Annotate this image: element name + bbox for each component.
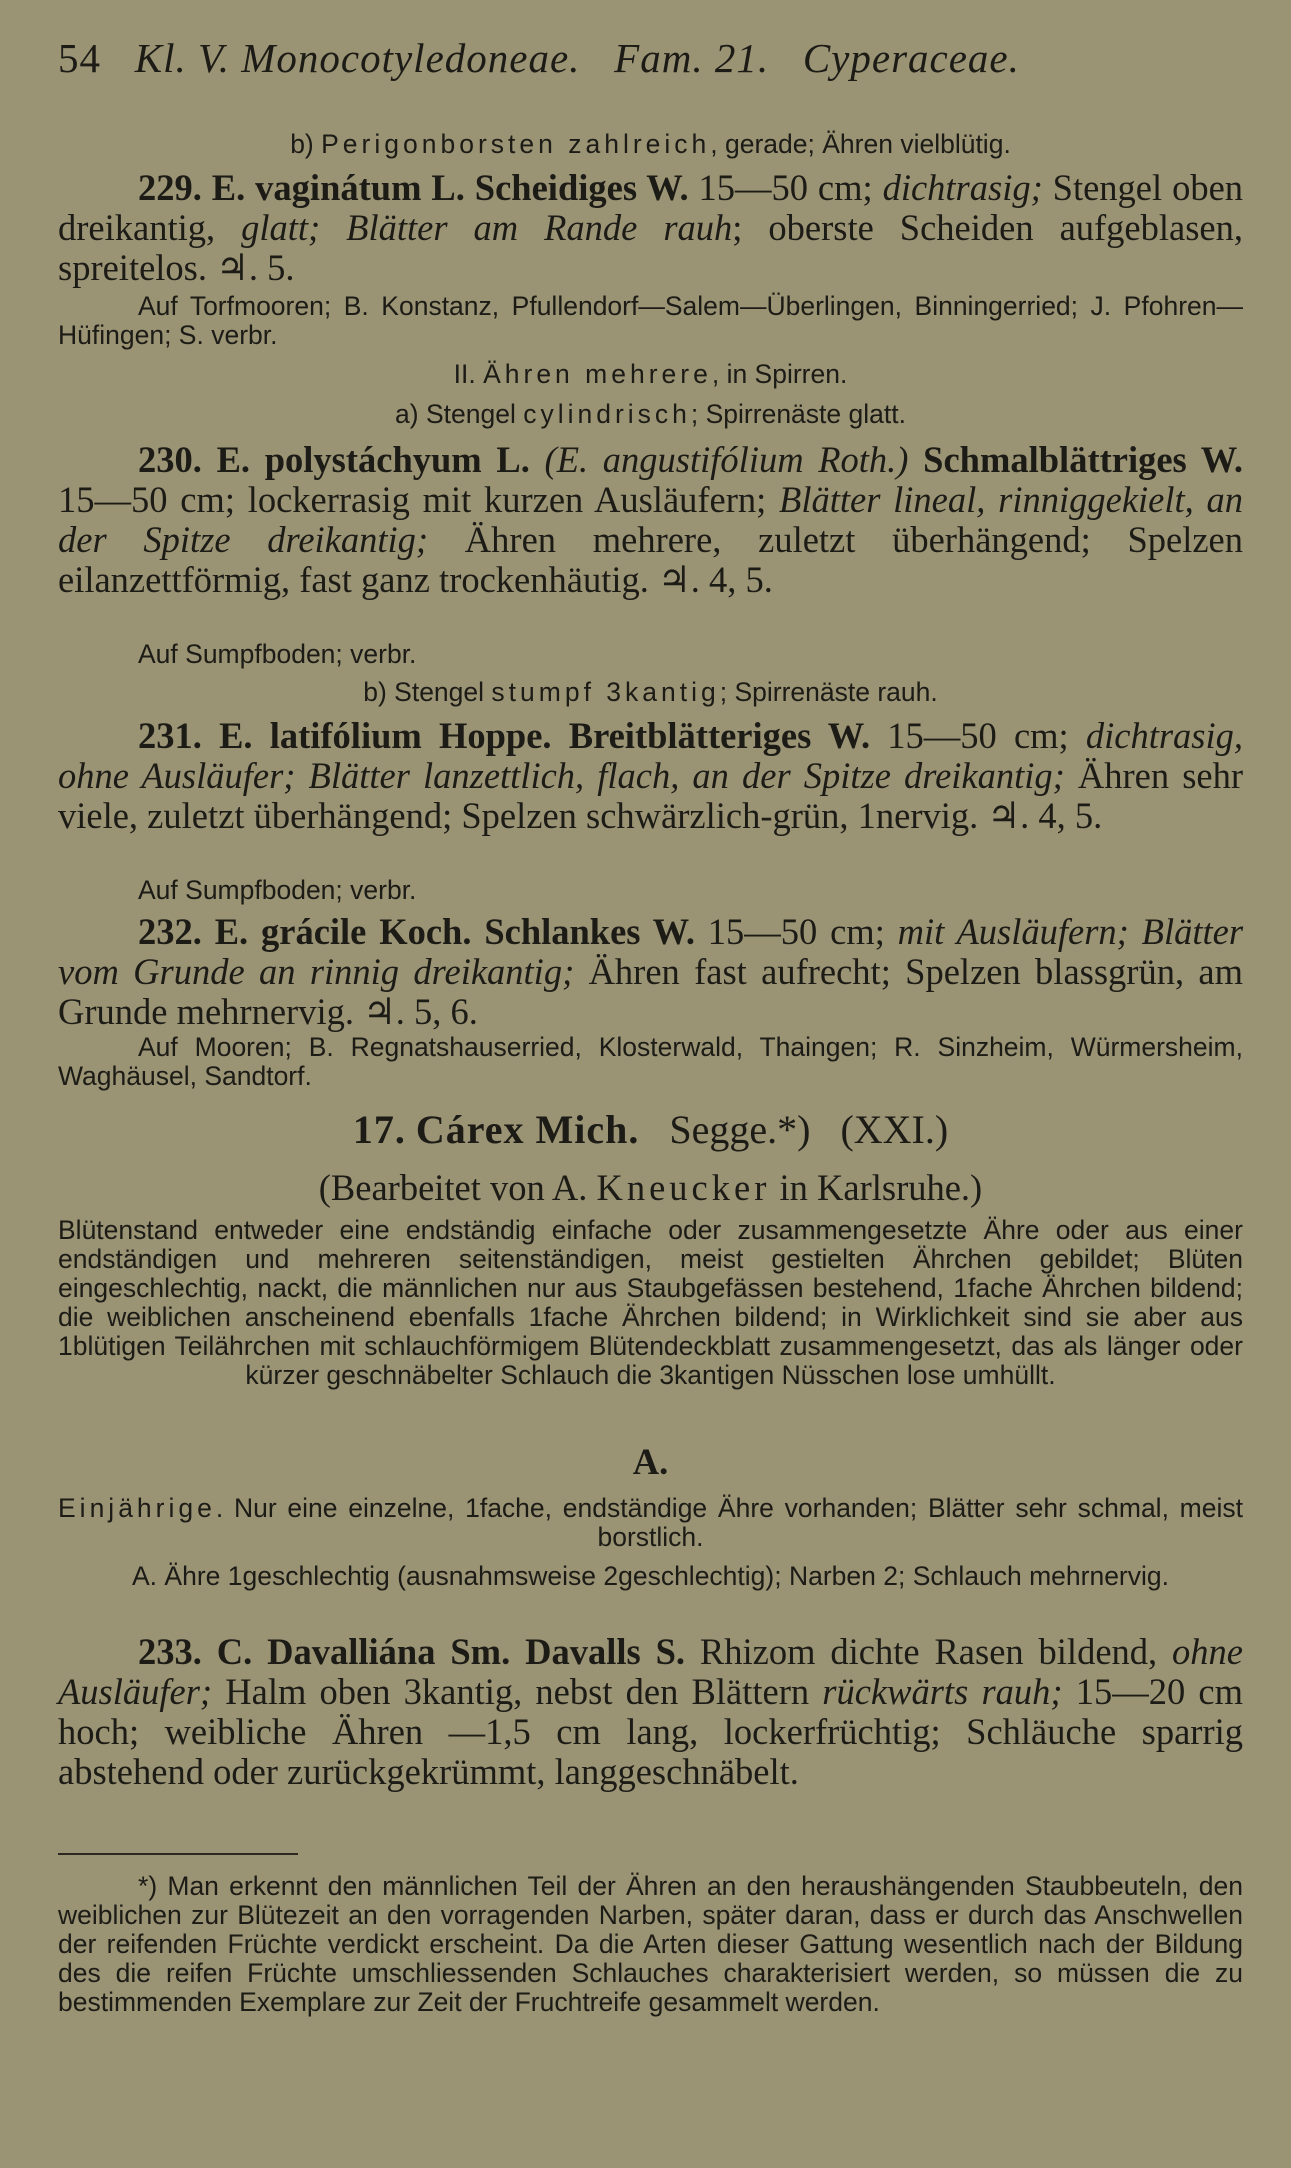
genus-description: Blütenstand entweder eine endständig einfache oder zusammengesetzte Ähre oder aus einer endständigen und mehreren seitenständigen, meist gestielten Ährchen gebildet; Blüten eingeschlechtig, nackt, die männlichen nur aus Staubgefässen bestehend, 1fache Ährchen bildend; die weiblichen anscheinend ebenfalls 1fache Ährchen bildend; in Wirklichkeit sind sie aber aus 1blütigen Teilährchen mit schlauchförmigem Blütendeckblatt zusammengesetzt, das als länger oder kürzer geschnäbelter Schlauch die 3kantigen Nüsschen lose umhüllt. — [58, 1215, 1243, 1390]
footnote-divider — [58, 1853, 298, 1855]
header-family-number: Fam. 21. — [614, 35, 770, 81]
key-II: II. Ähren mehrere, in Spirren. — [453, 359, 848, 389]
page-number: 54 — [58, 35, 101, 81]
key-a: a) Stengel cylindrisch; Spirrenäste glatt. — [395, 399, 906, 429]
genus-editor: (Bearbeitet von A. Kneucker in Karlsruhe.) — [318, 1167, 983, 1208]
section-A-text: Einjährige. Nur eine einzelne, 1fache, endständige Ähre vorhanden; Blätter sehr schmal, meist borstlich. — [58, 1493, 1243, 1552]
header-class: Kl. V. Monocotyledoneae. — [134, 35, 581, 81]
key-b-stengel: b) Stengel stumpf 3kantig; Spirrenäste rauh. — [363, 677, 938, 707]
locality-230: Auf Sumpfboden; verbr. — [138, 639, 417, 669]
species-231: 231. E. latifólium Hoppe. Breitblätteriges W. 15—50 cm; dichtrasig, ohne Ausläufer; Blätter lanzettlich, flach, an der Spitze dreikantig; Ähren sehr viele, zuletzt überhängend; Spelzen schwärzlich-grün, 1nervig. ♃. 4, 5. — [58, 715, 1244, 836]
genus-heading: 17. Cárex Mich. Segge.*) (XXI.) — [352, 1107, 949, 1152]
header-family-name: Cyperaceae. — [802, 35, 1020, 81]
species-233: 233. C. Davalliána Sm. Davalls S. Rhizom dichte Rasen bildend, ohne Ausläufer; Halm oben 3kantig, nebst den Blättern rückwärts rauh; 15—20 cm hoch; weibliche Ähren —1,5 cm lang, lockerfrüchtig; Schläuche sparrig abstehend oder zurückgekrümmt, langgeschnäbelt. — [58, 1631, 1244, 1792]
locality-231: Auf Sumpfboden; verbr. — [138, 875, 417, 905]
species-230: 230. E. polystáchyum L. (E. angustifólium Roth.) Schmalblättriges W. 15—50 cm; lockerrasig mit kurzen Ausläufern; Blätter lineal, rinniggekielt, an der Spitze dreikantig; Ähren mehrere, zuletzt überhängend; Spelzen eilanzettförmig, fast ganz trockenhäutig. ♃. 4, 5. — [58, 439, 1244, 600]
locality-232: Auf Mooren; B. Regnatshauserried, Klosterwald, Thaingen; R. Sinzheim, Würmersheim, Waghäusel, Sandtorf. — [58, 1032, 1243, 1091]
running-header — [58, 34, 1243, 82]
section-A-heading: A. — [632, 1441, 669, 1482]
key-A: A. Ähre 1geschlechtig (ausnahmsweise 2geschlechtig); Narben 2; Schlauch mehrnervig. — [132, 1561, 1169, 1591]
locality-229: Auf Torfmooren; B. Konstanz, Pfullendorf—Salem—Überlingen, Binningerried; J. Pfohren—Hüfingen; S. verbr. — [58, 291, 1243, 350]
key-b-perigon: b) Perigonborsten zahlreich, gerade; Ähren vielblütig. — [290, 129, 1011, 159]
species-229: 229. E. vaginátum L. Scheidiges W. 15—50 cm; dichtrasig; Stengel oben dreikantig, glatt; Blätter am Rande rauh; oberste Scheiden aufgeblasen, spreitelos. ♃. 5. — [58, 167, 1244, 288]
species-232: 232. E. grácile Koch. Schlankes W. 15—50 cm; mit Ausläufern; Blätter vom Grunde an rinnig dreikantig; Ähren fast aufrecht; Spelzen blassgrün, am Grunde mehrnervig. ♃. 5, 6. — [58, 911, 1244, 1032]
footnote: *) Man erkennt den männlichen Teil der Ähren an den heraushängenden Staubbeuteln, den weiblichen zur Blütezeit an den vorragenden Narben, später daran, dass er durch das Anschwellen der reifenden Früchte verdickt erscheint. Da die Arten dieser Gattung wesentlich nach der Bildung des die reifen Früchte umschliessenden Schlauches charakterisiert werden, so müssen die zu bestimmenden Exemplare zur Zeit der Fruchtreife gesammelt werden. — [58, 1871, 1243, 2017]
